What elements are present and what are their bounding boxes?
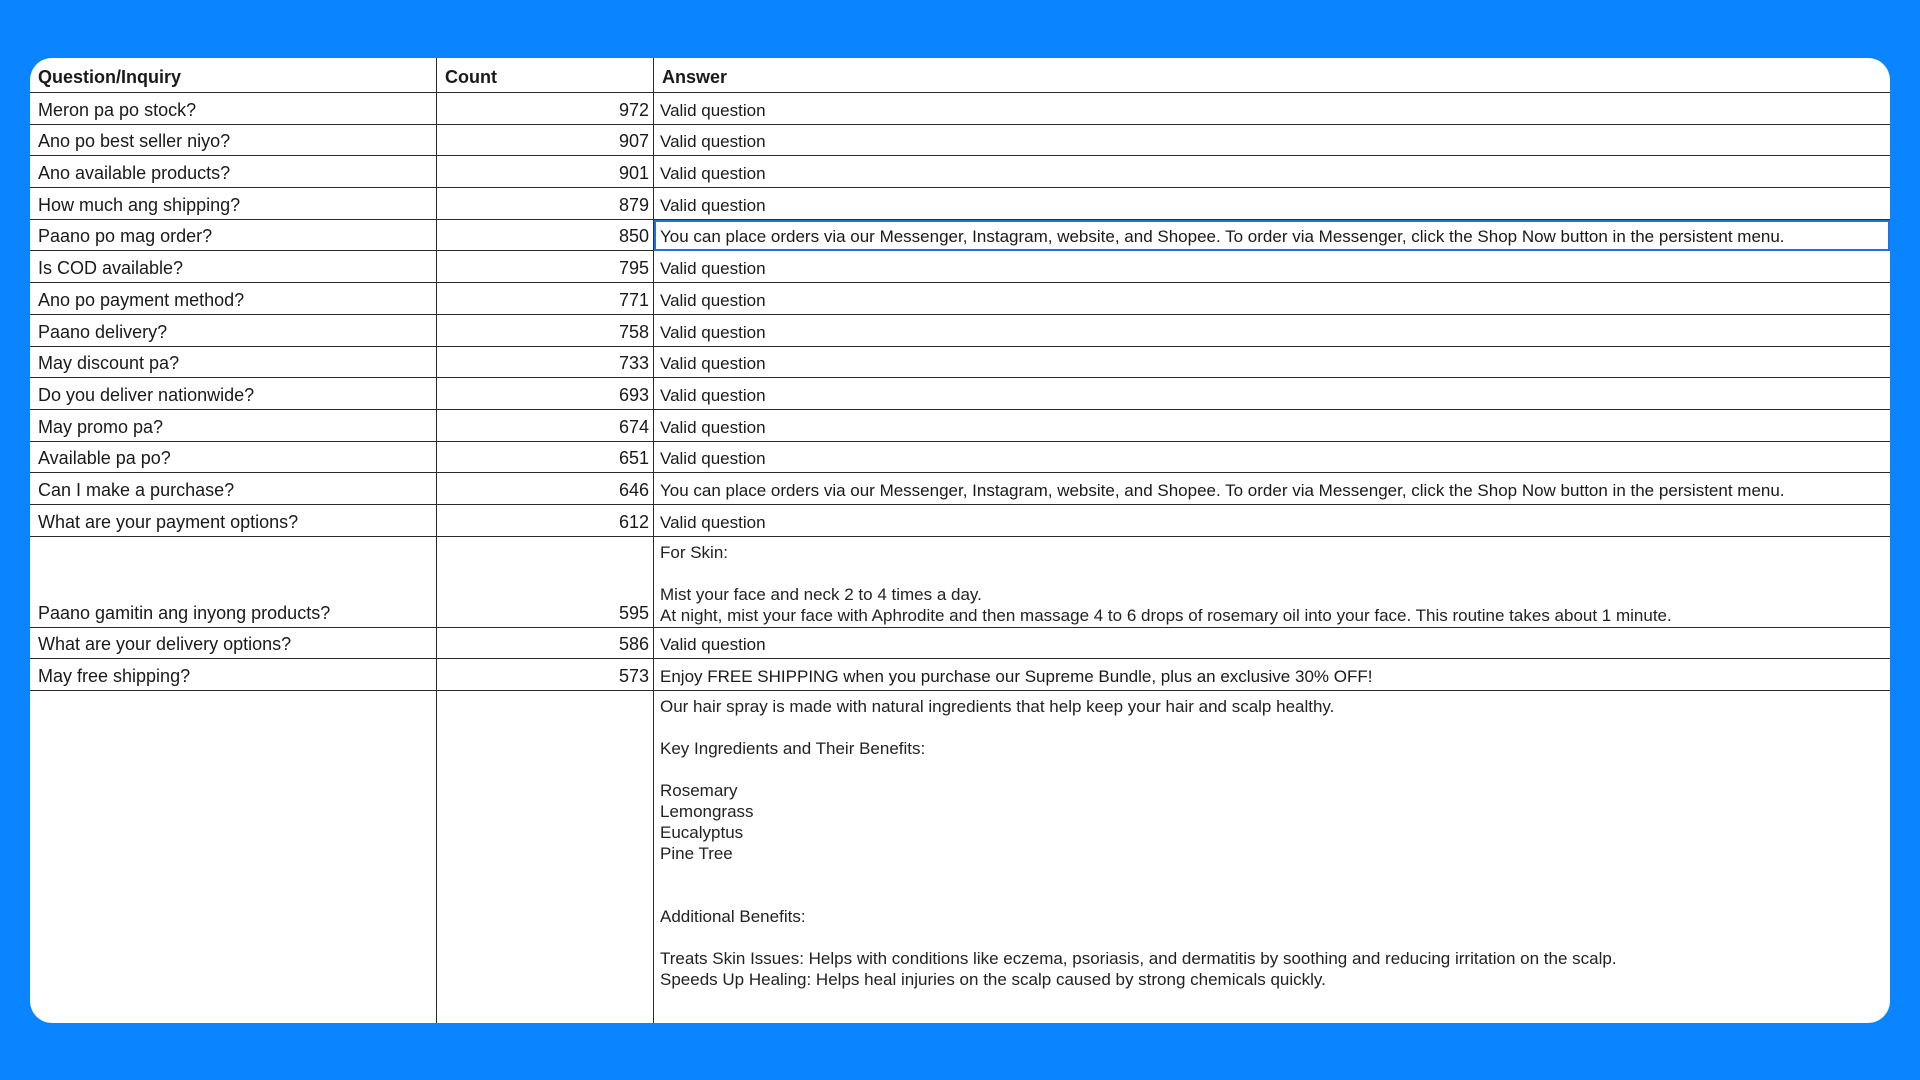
answer-cell[interactable]: Valid question [654,410,1890,442]
question-cell[interactable]: Ano po best seller niyo? [30,125,437,157]
header-question[interactable]: Question/Inquiry [30,58,437,93]
count-cell[interactable]: 586 [437,628,654,660]
answer-cell[interactable]: Valid question [654,505,1890,537]
count-cell[interactable]: 850 [437,220,654,252]
answer-cell[interactable]: Valid question [654,93,1890,125]
question-cell[interactable] [30,691,437,1023]
answer-cell[interactable]: Our hair spray is made with natural ingredients that help keep your hair and scalp healthy. Key Ingredients and Their Benefits: Rosemary Lemongrass Eucalyptus Pine Tree Additional Benefits: Treats Skin Issues: Helps with conditions like eczema, psoriasis, and dermatitis by soothing and reducing irritation on the scalp. Speeds Up Healing: Helps heal injuries on the scalp caused by strong chemicals quickly. [660,697,1617,989]
answer-cell[interactable]: Valid question [654,315,1890,347]
question-cell[interactable]: How much ang shipping? [30,188,437,220]
count-cell[interactable]: 674 [437,410,654,442]
count-cell[interactable]: 646 [437,473,654,505]
answer-cell[interactable]: Valid question [654,125,1890,157]
answer-cell[interactable]: Valid question [654,251,1890,283]
count-cell[interactable]: 758 [437,315,654,347]
count-cell[interactable]: 771 [437,283,654,315]
count-cell[interactable]: 901 [437,156,654,188]
answer-cell[interactable]: Enjoy FREE SHIPPING when you purchase our Supreme Bundle, plus an exclusive 30% OFF! [654,659,1890,691]
count-cell[interactable]: 693 [437,378,654,410]
question-cell[interactable]: Do you deliver nationwide? [30,378,437,410]
question-cell[interactable]: May free shipping? [30,659,437,691]
count-cell[interactable]: 733 [437,347,654,379]
answer-cell[interactable]: You can place orders via our Messenger, Instagram, website, and Shopee. To order via Messenger, click the Shop Now button in the persistent menu. [654,220,1890,252]
count-cell[interactable]: 573 [437,659,654,691]
count-cell[interactable] [437,691,654,1023]
count-cell[interactable]: 972 [437,93,654,125]
answer-cell[interactable]: Valid question [654,628,1890,660]
header-count[interactable]: Count [437,58,654,93]
question-cell[interactable]: Paano delivery? [30,315,437,347]
answer-cell[interactable]: Valid question [654,188,1890,220]
count-cell[interactable]: 612 [437,505,654,537]
count-cell[interactable]: 879 [437,188,654,220]
question-cell[interactable]: Is COD available? [30,251,437,283]
answer-cell[interactable]: For Skin: Mist your face and neck 2 to 4 times a day. At night, mist your face with Aphrodite and then massage 4 to 6 drops of rosemary oil into your face. This routine takes about 1 minute. [654,537,1890,628]
header-answer[interactable]: Answer [654,58,1890,93]
question-cell[interactable]: Meron pa po stock? [30,93,437,125]
count-cell[interactable]: 907 [437,125,654,157]
question-cell[interactable]: Ano available products? [30,156,437,188]
count-cell[interactable]: 795 [437,251,654,283]
question-cell[interactable]: What are your delivery options? [30,628,437,660]
answer-cell[interactable]: Valid question [654,283,1890,315]
question-cell[interactable]: Ano po payment method? [30,283,437,315]
answer-cell[interactable]: Valid question [654,347,1890,379]
question-cell[interactable]: What are your payment options? [30,505,437,537]
question-cell[interactable]: May discount pa? [30,347,437,379]
spreadsheet-grid [30,58,1890,1023]
question-cell[interactable]: Paano gamitin ang inyong products? [30,537,437,628]
question-cell[interactable]: Can I make a purchase? [30,473,437,505]
answer-cell[interactable]: Valid question [654,442,1890,474]
answer-cell[interactable]: You can place orders via our Messenger, Instagram, website, and Shopee. To order via Messenger, click the Shop Now button in the persistent menu. [654,473,1890,505]
answer-cell[interactable]: Valid question [654,378,1890,410]
count-cell[interactable]: 651 [437,442,654,474]
question-cell[interactable]: May promo pa? [30,410,437,442]
spreadsheet-card [30,58,1890,1023]
question-cell[interactable]: Paano po mag order? [30,220,437,252]
count-cell[interactable]: 595 [437,537,654,628]
answer-cell[interactable]: Valid question [654,156,1890,188]
question-cell[interactable]: Available pa po? [30,442,437,474]
